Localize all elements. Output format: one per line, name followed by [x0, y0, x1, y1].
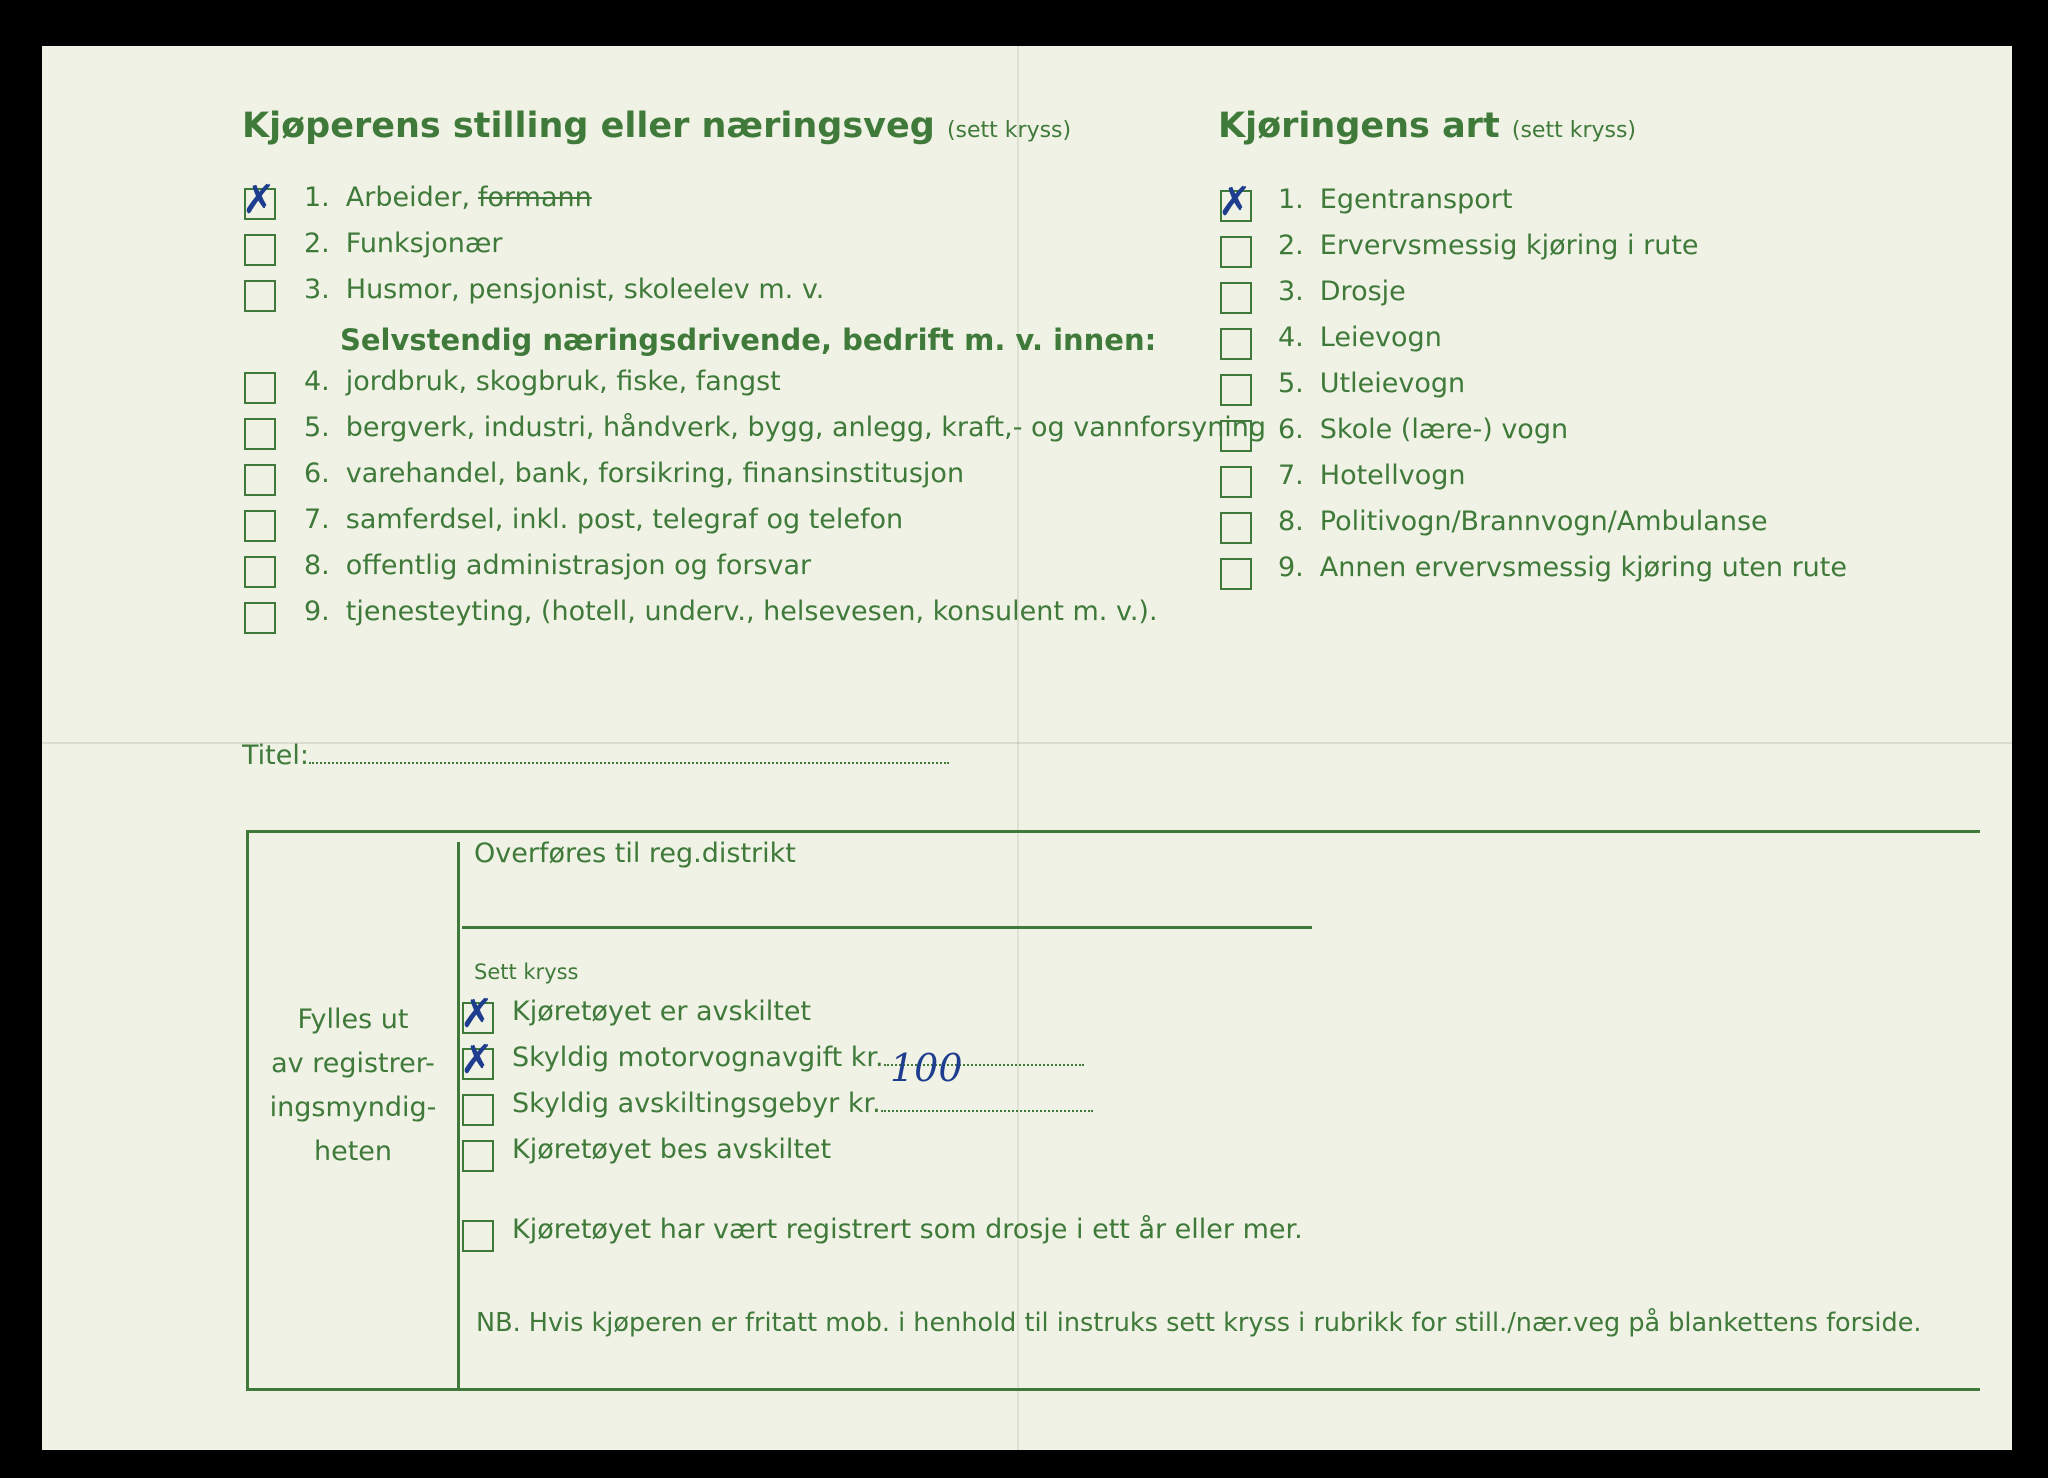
- right-item-4: [1278, 322, 1442, 353]
- item-number: 7.: [304, 504, 330, 535]
- left-checkbox-7[interactable]: [244, 510, 276, 542]
- item-label: Arbeider,: [345, 182, 471, 213]
- item-number: 8.: [304, 550, 330, 581]
- box-left-border: [246, 830, 249, 1390]
- handwritten-amount: 100: [890, 1046, 963, 1090]
- item-label: Ervervsmessig kjøring i rute: [1319, 230, 1699, 261]
- registry-item-5: [512, 1214, 1303, 1245]
- left-checkbox-5[interactable]: [244, 418, 276, 450]
- check-mark-icon: ✗: [460, 991, 494, 1037]
- check-mark-icon: ✗: [242, 177, 276, 223]
- left-checkbox-6[interactable]: [244, 464, 276, 496]
- left-item-8: [304, 550, 811, 581]
- right-item-9: [1278, 552, 1847, 583]
- item-number: 4.: [1278, 322, 1304, 353]
- right-checkbox-9[interactable]: [1220, 558, 1252, 590]
- transfer-label: Overføres til reg.distrikt: [474, 838, 796, 869]
- left-item-2: [304, 228, 503, 259]
- registry-item-3: [512, 1088, 1093, 1119]
- titel-dotted-line: [309, 762, 949, 764]
- box-divider: [457, 842, 460, 1388]
- item-label: Funksjonær: [345, 228, 503, 259]
- left-item-9: [304, 596, 1158, 627]
- amount-dotted-line[interactable]: [881, 1110, 1093, 1112]
- right-item-8: [1278, 506, 1768, 537]
- item-number: 9.: [1278, 552, 1304, 583]
- right-heading: Kjøringens art (sett kryss): [1218, 106, 1637, 146]
- titel-label: Titel:: [242, 740, 309, 771]
- item-label: samferdsel, inkl. post, telegraf og telefon: [345, 504, 904, 535]
- right-checkbox-5[interactable]: [1220, 374, 1252, 406]
- item-label: varehandel, bank, forsikring, finansinstitusjon: [345, 458, 965, 489]
- item-label: Kjøretøyet bes avskiltet: [512, 1134, 832, 1165]
- left-subheading: Selvstendig næringsdrivende, bedrift m. v. innen:: [340, 323, 1157, 357]
- titel-field[interactable]: [242, 740, 949, 771]
- item-label: Skyldig avskiltingsgebyr kr.: [512, 1088, 881, 1119]
- right-item-5: [1278, 368, 1465, 399]
- item-number: 3.: [1278, 276, 1304, 307]
- right-checkbox-2[interactable]: [1220, 236, 1252, 268]
- registry-item-1: [512, 996, 811, 1027]
- item-number: 1.: [1278, 184, 1304, 215]
- item-number: 6.: [304, 458, 330, 489]
- left-checkbox-2[interactable]: [244, 234, 276, 266]
- transfer-line[interactable]: [462, 926, 1312, 929]
- item-label: jordbruk, skogbruk, fiske, fangst: [345, 366, 781, 397]
- item-number: 7.: [1278, 460, 1304, 491]
- check-mark-icon: ✗: [460, 1037, 494, 1083]
- right-item-1: [1278, 184, 1512, 215]
- item-label: Egentransport: [1319, 184, 1513, 215]
- side-label: [268, 998, 438, 1174]
- side-label-line-3: ingsmyndig-: [269, 1092, 437, 1123]
- item-label: Utleievogn: [1319, 368, 1466, 399]
- right-heading-note: (sett kryss): [1511, 118, 1637, 143]
- left-item-7: [304, 504, 903, 535]
- registry-checkbox-2[interactable]: [460, 1037, 494, 1083]
- registry-checkbox-3[interactable]: [462, 1094, 494, 1126]
- registry-checkbox-5[interactable]: [462, 1220, 494, 1252]
- left-checkbox-3[interactable]: [244, 280, 276, 312]
- item-label: Drosje: [1319, 276, 1406, 307]
- item-label: Hotellvogn: [1319, 460, 1466, 491]
- item-number: 1.: [304, 182, 330, 213]
- side-label-line-1: Fylles ut: [297, 1004, 409, 1035]
- item-number: 3.: [304, 274, 330, 305]
- right-checkbox-3[interactable]: [1220, 282, 1252, 314]
- item-number: 2.: [304, 228, 330, 259]
- box-bottom-border: [246, 1388, 1980, 1391]
- side-label-line-2: av registrer-: [271, 1048, 435, 1079]
- registry-checkbox-1[interactable]: [460, 991, 494, 1037]
- item-label: Leievogn: [1319, 322, 1442, 353]
- form-page: [42, 46, 2012, 1450]
- right-item-7: [1278, 460, 1466, 491]
- item-number: 5.: [304, 412, 330, 443]
- registry-item-4: [512, 1134, 831, 1165]
- right-item-6: [1278, 414, 1568, 445]
- item-label: Skyldig motorvognavgift kr.: [512, 1042, 884, 1073]
- sett-kryss-label: Sett kryss: [474, 960, 579, 984]
- check-mark-icon: ✗: [1218, 179, 1252, 225]
- left-item-1: [304, 182, 592, 213]
- item-number: 8.: [1278, 506, 1304, 537]
- right-checkbox-7[interactable]: [1220, 466, 1252, 498]
- item-label: bergverk, industri, håndverk, bygg, anlegg, kraft,- og vannforsyning: [345, 412, 1267, 443]
- item-number: 2.: [1278, 230, 1304, 261]
- item-number: 6.: [1278, 414, 1304, 445]
- item-label: offentlig administrasjon og forsvar: [345, 550, 812, 581]
- right-checkbox-1[interactable]: [1218, 179, 1252, 225]
- item-number: 4.: [304, 366, 330, 397]
- item-label: Kjøretøyet har vært registrert som drosje i ett år eller mer.: [512, 1214, 1303, 1245]
- right-checkbox-4[interactable]: [1220, 328, 1252, 360]
- left-checkbox-1[interactable]: [242, 177, 276, 223]
- left-item-5: [304, 412, 1266, 443]
- right-item-2: [1278, 230, 1699, 261]
- struck-text: formann: [478, 182, 592, 213]
- item-label: Husmor, pensjonist, skoleelev m. v.: [345, 274, 825, 305]
- registry-item-2: [512, 1042, 1084, 1073]
- item-number: 5.: [1278, 368, 1304, 399]
- item-number: 9.: [304, 596, 330, 627]
- left-checkbox-4[interactable]: [244, 372, 276, 404]
- side-label-line-4: heten: [313, 1136, 393, 1167]
- item-label: tjenesteyting, (hotell, underv., helsevesen, konsulent m. v.).: [345, 596, 1158, 627]
- item-label: Skole (lære-) vogn: [1319, 414, 1569, 445]
- left-item-4: [304, 366, 781, 397]
- registry-checkbox-4[interactable]: [462, 1140, 494, 1172]
- item-label: Kjøretøyet er avskiltet: [512, 996, 812, 1027]
- nb-note: NB. Hvis kjøperen er fritatt mob. i henhold til instruks sett kryss i rubrikk for still./nær.veg på blankettens forside.: [476, 1308, 1922, 1338]
- item-label: Politivogn/Brannvogn/Ambulanse: [1319, 506, 1768, 537]
- left-item-6: [304, 458, 964, 489]
- left-item-3: [304, 274, 824, 305]
- right-checkbox-6[interactable]: [1220, 420, 1252, 452]
- box-top-border: [246, 830, 1980, 833]
- item-label: Annen ervervsmessig kjøring uten rute: [1319, 552, 1847, 583]
- left-checkbox-8[interactable]: [244, 556, 276, 588]
- left-heading: Kjøperens stilling eller næringsveg (sett kryss): [242, 106, 1072, 146]
- right-checkbox-8[interactable]: [1220, 512, 1252, 544]
- left-heading-note: (sett kryss): [946, 118, 1072, 143]
- right-item-3: [1278, 276, 1406, 307]
- left-checkbox-9[interactable]: [244, 602, 276, 634]
